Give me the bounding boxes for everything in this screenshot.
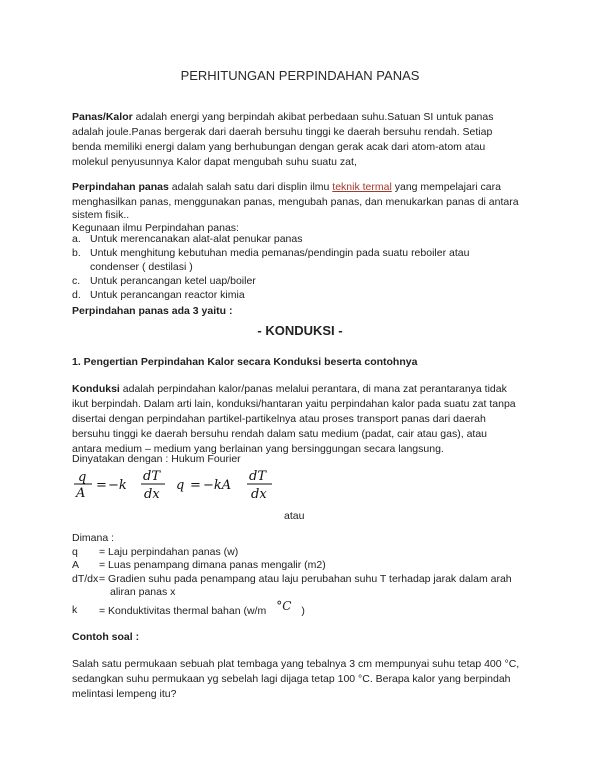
soal-line-1: Salah satu permukaan sebuah plat tembaga yang tebalnya 3 cm mempunyai suhu tetap 400 °C, xyxy=(72,658,520,670)
definition-close-paren: ) xyxy=(301,604,305,617)
perpindahan-line-2: menghasilkan panas, menggunakan panas, mengubah panas, dan menukarkan panas di antara xyxy=(72,196,519,208)
perpindahan-line-4: Kegunaan ilmu Perpindahan panas: xyxy=(72,222,239,234)
intro-line-3: benda memiliki energi dalam yang berhubungan dengan gerak acak dari atom-atom atau xyxy=(72,141,486,153)
definition-symbol: q xyxy=(72,545,78,558)
fourier-label: Dinyatakan dengan : Hukum Fourier xyxy=(72,453,241,465)
perpindahan-text-a: adalah salah satu dari displin ilmu xyxy=(168,181,333,193)
soal-paragraph xyxy=(72,657,532,702)
konduksi-line-2: ikut berpindah. Dalam arti lain, konduksi/hantaran yaitu perpindahan kalor pada suatu zat tanpa xyxy=(72,398,516,410)
teknik-termal-link[interactable]: teknik termal xyxy=(332,181,392,193)
formula-dT-2: dT xyxy=(249,469,266,484)
definition-row xyxy=(72,546,532,560)
definition-symbol: dT/dx xyxy=(72,572,99,585)
formula-dx-2: dx xyxy=(251,487,267,502)
list-marker: c. xyxy=(72,275,81,287)
perpindahan-line-3: sistem fisik.. xyxy=(72,209,130,221)
list-item-text: Untuk menghitung kebutuhan media pemanas/pendingin pada suatu reboiler atau xyxy=(90,247,470,259)
contoh-text: Contoh soal : xyxy=(72,631,140,643)
definition-row xyxy=(72,559,532,573)
konduksi-heading: - KONDUKSI - xyxy=(257,323,343,338)
list-item xyxy=(72,288,532,302)
konduksi-subheading: 1. Pengertian Perpindahan Kalor secara Konduksi beserta contohnya xyxy=(72,356,418,368)
definition-text: = Laju perpindahan panas (w) xyxy=(99,545,239,558)
formula-dx: dx xyxy=(144,487,160,502)
formula-q: q xyxy=(78,470,87,485)
list-item-text: Untuk perancangan reactor kimia xyxy=(90,289,245,301)
term-perpindahan-panas: Perpindahan panas xyxy=(72,181,169,193)
list-marker: b. xyxy=(72,247,81,259)
definition-text: = Luas penampang dimana panas mengalir (m2) xyxy=(99,559,326,571)
list-item-text: Untuk perancangan ketel uap/boiler xyxy=(90,275,256,287)
formula-A: A xyxy=(76,486,86,501)
definition-symbol: k xyxy=(72,603,78,616)
formula-neg-k: −k xyxy=(108,478,127,493)
fourier-formula xyxy=(72,468,302,502)
formula-equals-2: = xyxy=(190,478,201,493)
formula-dT: dT xyxy=(143,469,160,484)
perpindahan-paragraph xyxy=(72,180,532,236)
definition-text-cont: aliran panas x xyxy=(110,586,176,598)
konduksi-paragraph xyxy=(72,382,532,457)
unit-celsius: °C xyxy=(276,598,292,613)
konduksi-line-5: antara medium – medium yang berlainan yang bersinggungan secara langsung. xyxy=(72,443,444,455)
page-title: PERHITUNGAN PERPINDAHAN PANAS xyxy=(180,68,420,83)
contoh-heading xyxy=(72,631,139,643)
formula-equals: = xyxy=(96,478,107,493)
list-item-text-cont: condenser ( destilasi ) xyxy=(90,261,193,273)
list-marker: a. xyxy=(72,233,81,245)
definition-row-k xyxy=(72,598,532,619)
formula-neg-kA: −kA xyxy=(203,478,232,493)
list-marker: d. xyxy=(72,289,81,301)
perpindahan-text-b: yang mempelajari cara xyxy=(391,181,501,193)
definitions-list xyxy=(72,532,532,618)
list-item xyxy=(72,232,532,246)
term-konduksi: Konduksi xyxy=(72,383,120,395)
dimana-label: Dimana : xyxy=(72,532,115,544)
intro-line-1: adalah energi yang berpindah akibat perbedaan suhu.Satuan SI untuk panas xyxy=(132,111,494,123)
definition-text: = Gradien suhu pada penampang atau laju perubahan suhu T terhadap jarak dalam arah xyxy=(99,572,512,585)
definition-text: = Konduktivitas thermal bahan (w/m xyxy=(99,604,267,617)
three-ways-text: Perpindahan panas ada 3 yaitu : xyxy=(72,305,233,317)
intro-line-4: molekul penyusunnya Kalor dapat mengubah suhu suatu zat, xyxy=(72,156,357,168)
konduksi-line-4: bersuhu tinggi ke daerah bersuhu rendah dalam satu medium (padat, cair atau gas), atau xyxy=(72,428,488,440)
formula-q2: q xyxy=(176,478,185,493)
soal-line-2: sedangkan suhu permukaan yg sebelah lagi dijaga tetap 100 °C. Berapa kalor yang berpindah xyxy=(72,673,511,685)
definition-symbol: A xyxy=(72,559,80,571)
atau-label: atau xyxy=(284,510,305,522)
definition-row xyxy=(72,573,532,587)
soal-line-3: melintasi lempeng itu? xyxy=(72,688,177,700)
three-ways-heading xyxy=(72,305,232,317)
uses-list xyxy=(72,232,532,302)
term-panas-kalor: Panas/Kalor xyxy=(72,111,133,123)
konduksi-line-3: disertai dengan perpindahan partikel-partikelnya atau proses transport panas dari daerah xyxy=(72,413,486,425)
list-item-text: Untuk merencanakan alat-alat penukar panas xyxy=(90,233,303,245)
list-item xyxy=(72,274,532,288)
konduksi-line-1: adalah perpindahan kalor/panas melalui perantara, di mana zat perantaranya tidak xyxy=(119,383,507,395)
intro-paragraph xyxy=(72,110,532,170)
list-item xyxy=(72,246,532,274)
intro-line-2: adalah joule.Panas bergerak dari daerah bersuhu tinggi ke daerah bersuhu rendah. Setiap xyxy=(72,126,493,138)
